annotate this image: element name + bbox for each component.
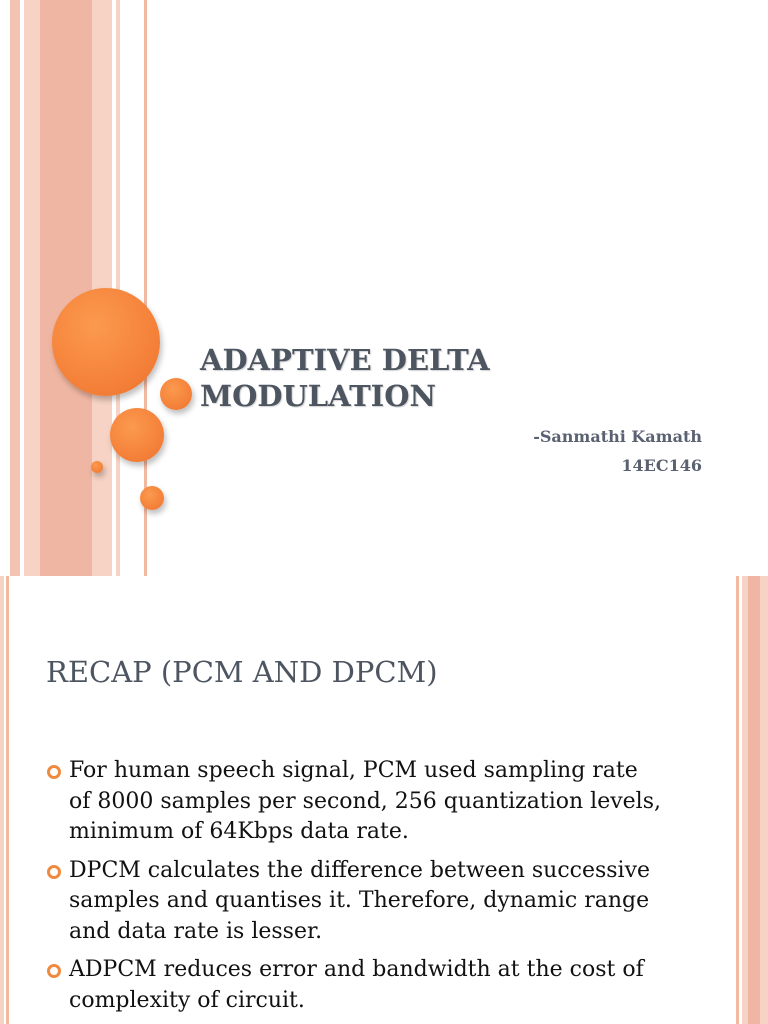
bullet-text: For human speech signal, PCM used sampling rate of 8000 samples per second, 256 quantization levels, minimum of 64Kbps data rate.: [69, 758, 661, 844]
bullet-text: DPCM calculates the difference between successive samples and quantises it. Therefore, dynamic range and data rate is lesser.: [69, 857, 651, 944]
ring-bullet-icon: [47, 865, 61, 879]
bullet-list: [46, 756, 666, 1024]
roll-number: 14EC146: [621, 456, 702, 475]
slide-title-line: MODULATION: [200, 379, 437, 413]
bullet-text: ADPCM reduces error and bandwidth at the cost of complexity of circuit.: [69, 957, 644, 1013]
decorative-circle-small: [160, 378, 192, 410]
author-name: -Sanmathi Kamath: [533, 427, 702, 446]
decorative-band: [116, 0, 120, 576]
decorative-circle-medium: [110, 408, 164, 462]
ring-bullet-icon: [47, 765, 61, 779]
bullet-item: [46, 856, 666, 948]
decorative-circle-large: [52, 288, 160, 396]
decorative-band: [736, 576, 739, 1024]
decorative-band: [10, 0, 20, 576]
decorative-band: [0, 576, 4, 1024]
slide-heading: RECAP (PCM AND DPCM): [46, 655, 438, 689]
decorative-circle-small: [140, 486, 164, 510]
bullet-item: [46, 955, 666, 1016]
recap-slide: [0, 576, 768, 1024]
decorative-band: [748, 576, 760, 1024]
decorative-circle-tiny: [91, 461, 103, 473]
slide-title: [200, 342, 620, 414]
bullet-item: [46, 756, 666, 848]
ring-bullet-icon: [47, 964, 61, 978]
decorative-band: [40, 0, 92, 576]
decorative-band: [6, 576, 9, 1024]
slide-title-line: ADAPTIVE DELTA: [200, 343, 490, 377]
